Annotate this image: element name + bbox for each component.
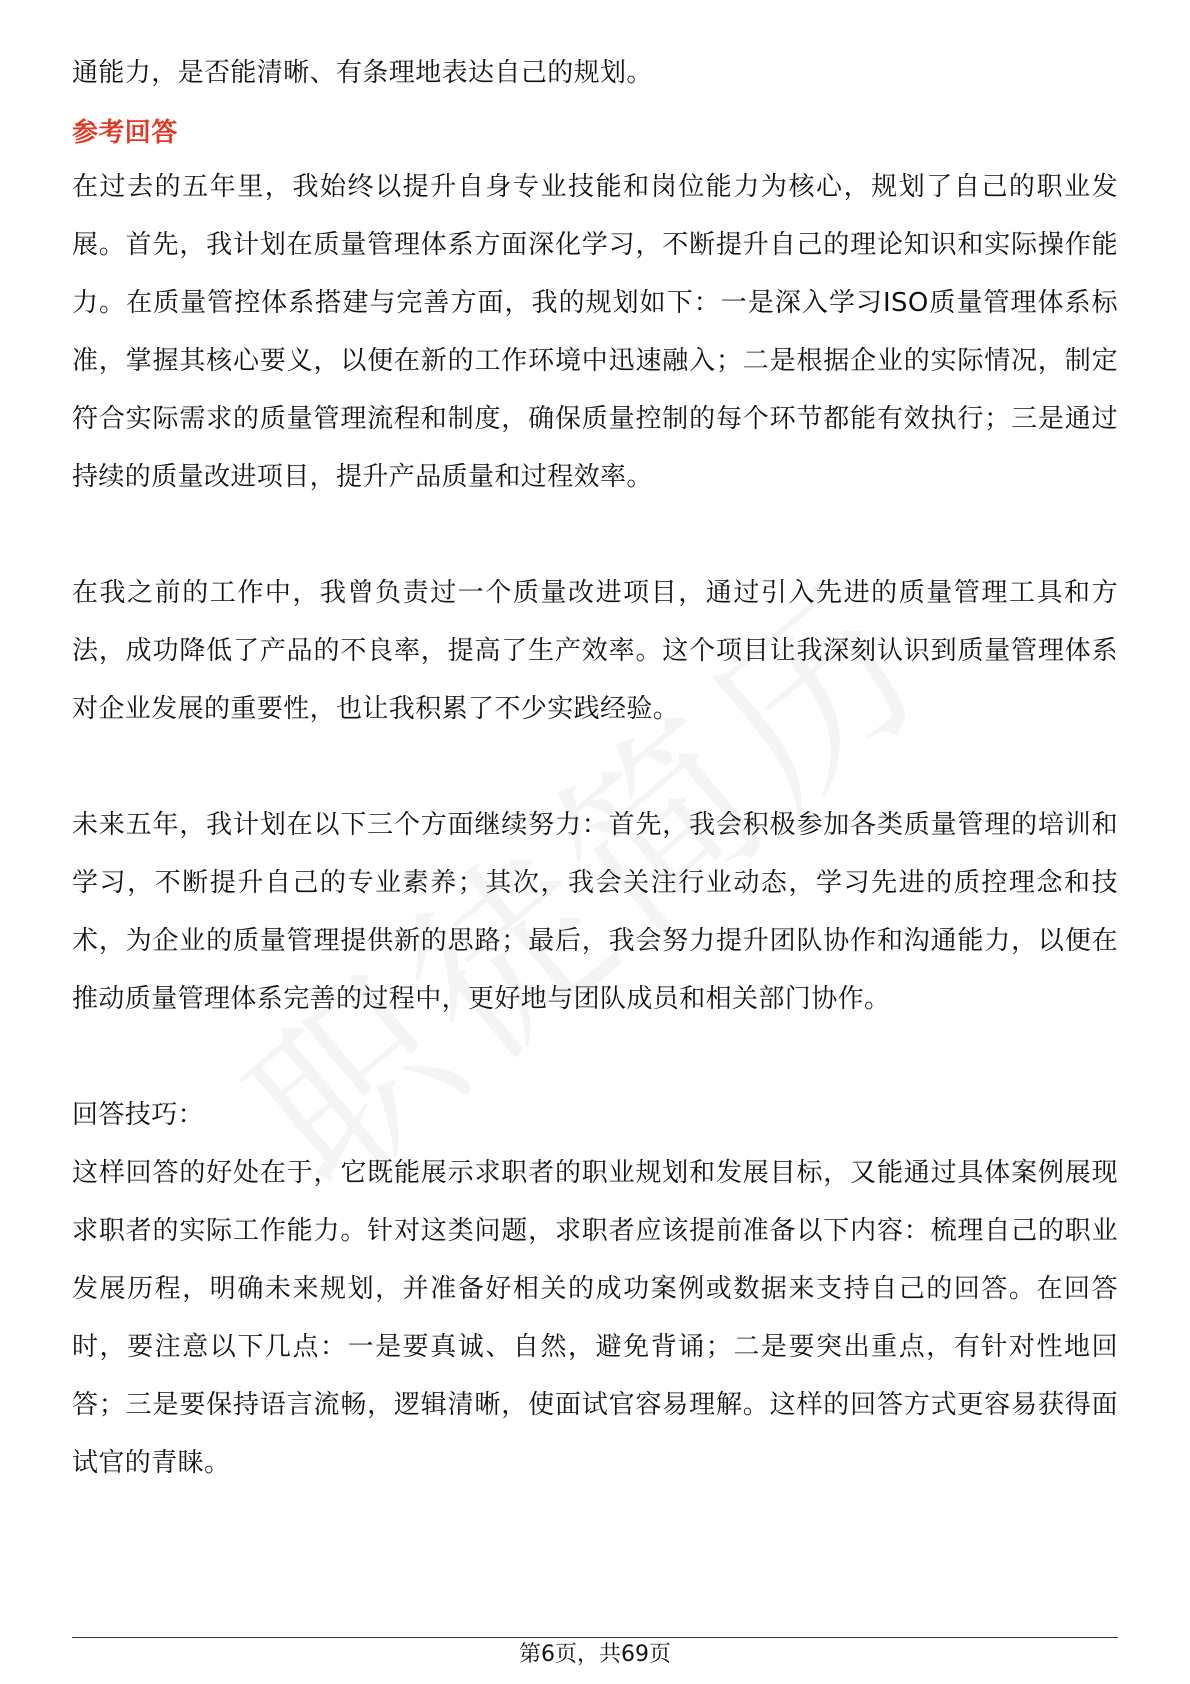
paragraph-spacer <box>72 738 1118 796</box>
intro-tail-text: 通能力，是否能清晰、有条理地表达自己的规划。 <box>72 58 653 88</box>
page-number: 第6页，共69页 <box>519 1642 671 1667</box>
document-content <box>72 44 1118 1492</box>
paragraph-spacer <box>72 506 1118 564</box>
answer-paragraph-2: 在我之前的工作中，我曾负责过一个质量改进项目，通过引入先进的质量管理工具和方法，成功降低了产品的不良率，提高了生产效率。这个项目让我深刻认识到质量管理体系对企业发展的重要性，也让我积累了不少实践经验。 <box>72 578 1118 724</box>
reference-answer-heading: 参考回答 <box>72 118 178 148</box>
paragraph-spacer <box>72 1028 1118 1086</box>
footer-divider <box>72 1637 1118 1638</box>
tips-heading: 回答技巧： <box>72 1100 205 1130</box>
answer-paragraph-1: 在过去的五年里，我始终以提升自身专业技能和岗位能力为核心，规划了自己的职业发展。首先，我计划在质量管理体系方面深化学习，不断提升自己的理论知识和实际操作能力。在质量管控体系搭建与完善方面，我的规划如下：一是深入学习ISO质量管理体系标准，掌握其核心要义，以便在新的工作环境中迅速融入；二是根据企业的实际情况，制定符合实际需求的质量管理流程和制度，确保质量控制的每个环节都能有效执行；三是通过持续的质量改进项目，提升产品质量和过程效率。 <box>72 172 1118 492</box>
answer-paragraph-3: 未来五年，我计划在以下三个方面继续努力：首先，我会积极参加各类质量管理的培训和学习，不断提升自己的专业素养；其次，我会关注行业动态，学习先进的质控理念和技术，为企业的质量管理提供新的思路；最后，我会努力提升团队协作和沟通能力，以便在推动质量管理体系完善的过程中，更好地与团队成员和相关部门协作。 <box>72 810 1118 1014</box>
tips-paragraph: 这样回答的好处在于，它既能展示求职者的职业规划和发展目标，又能通过具体案例展现求职者的实际工作能力。针对这类问题，求职者应该提前准备以下内容：梳理自己的职业发展历程，明确未来规划，并准备好相关的成功案例或数据来支持自己的回答。在回答时，要注意以下几点：一是要真诚、自然，避免背诵；二是要突出重点，有针对性地回答；三是要保持语言流畅，逻辑清晰，使面试官容易理解。这样的回答方式更容易获得面试官的青睐。 <box>72 1158 1118 1478</box>
